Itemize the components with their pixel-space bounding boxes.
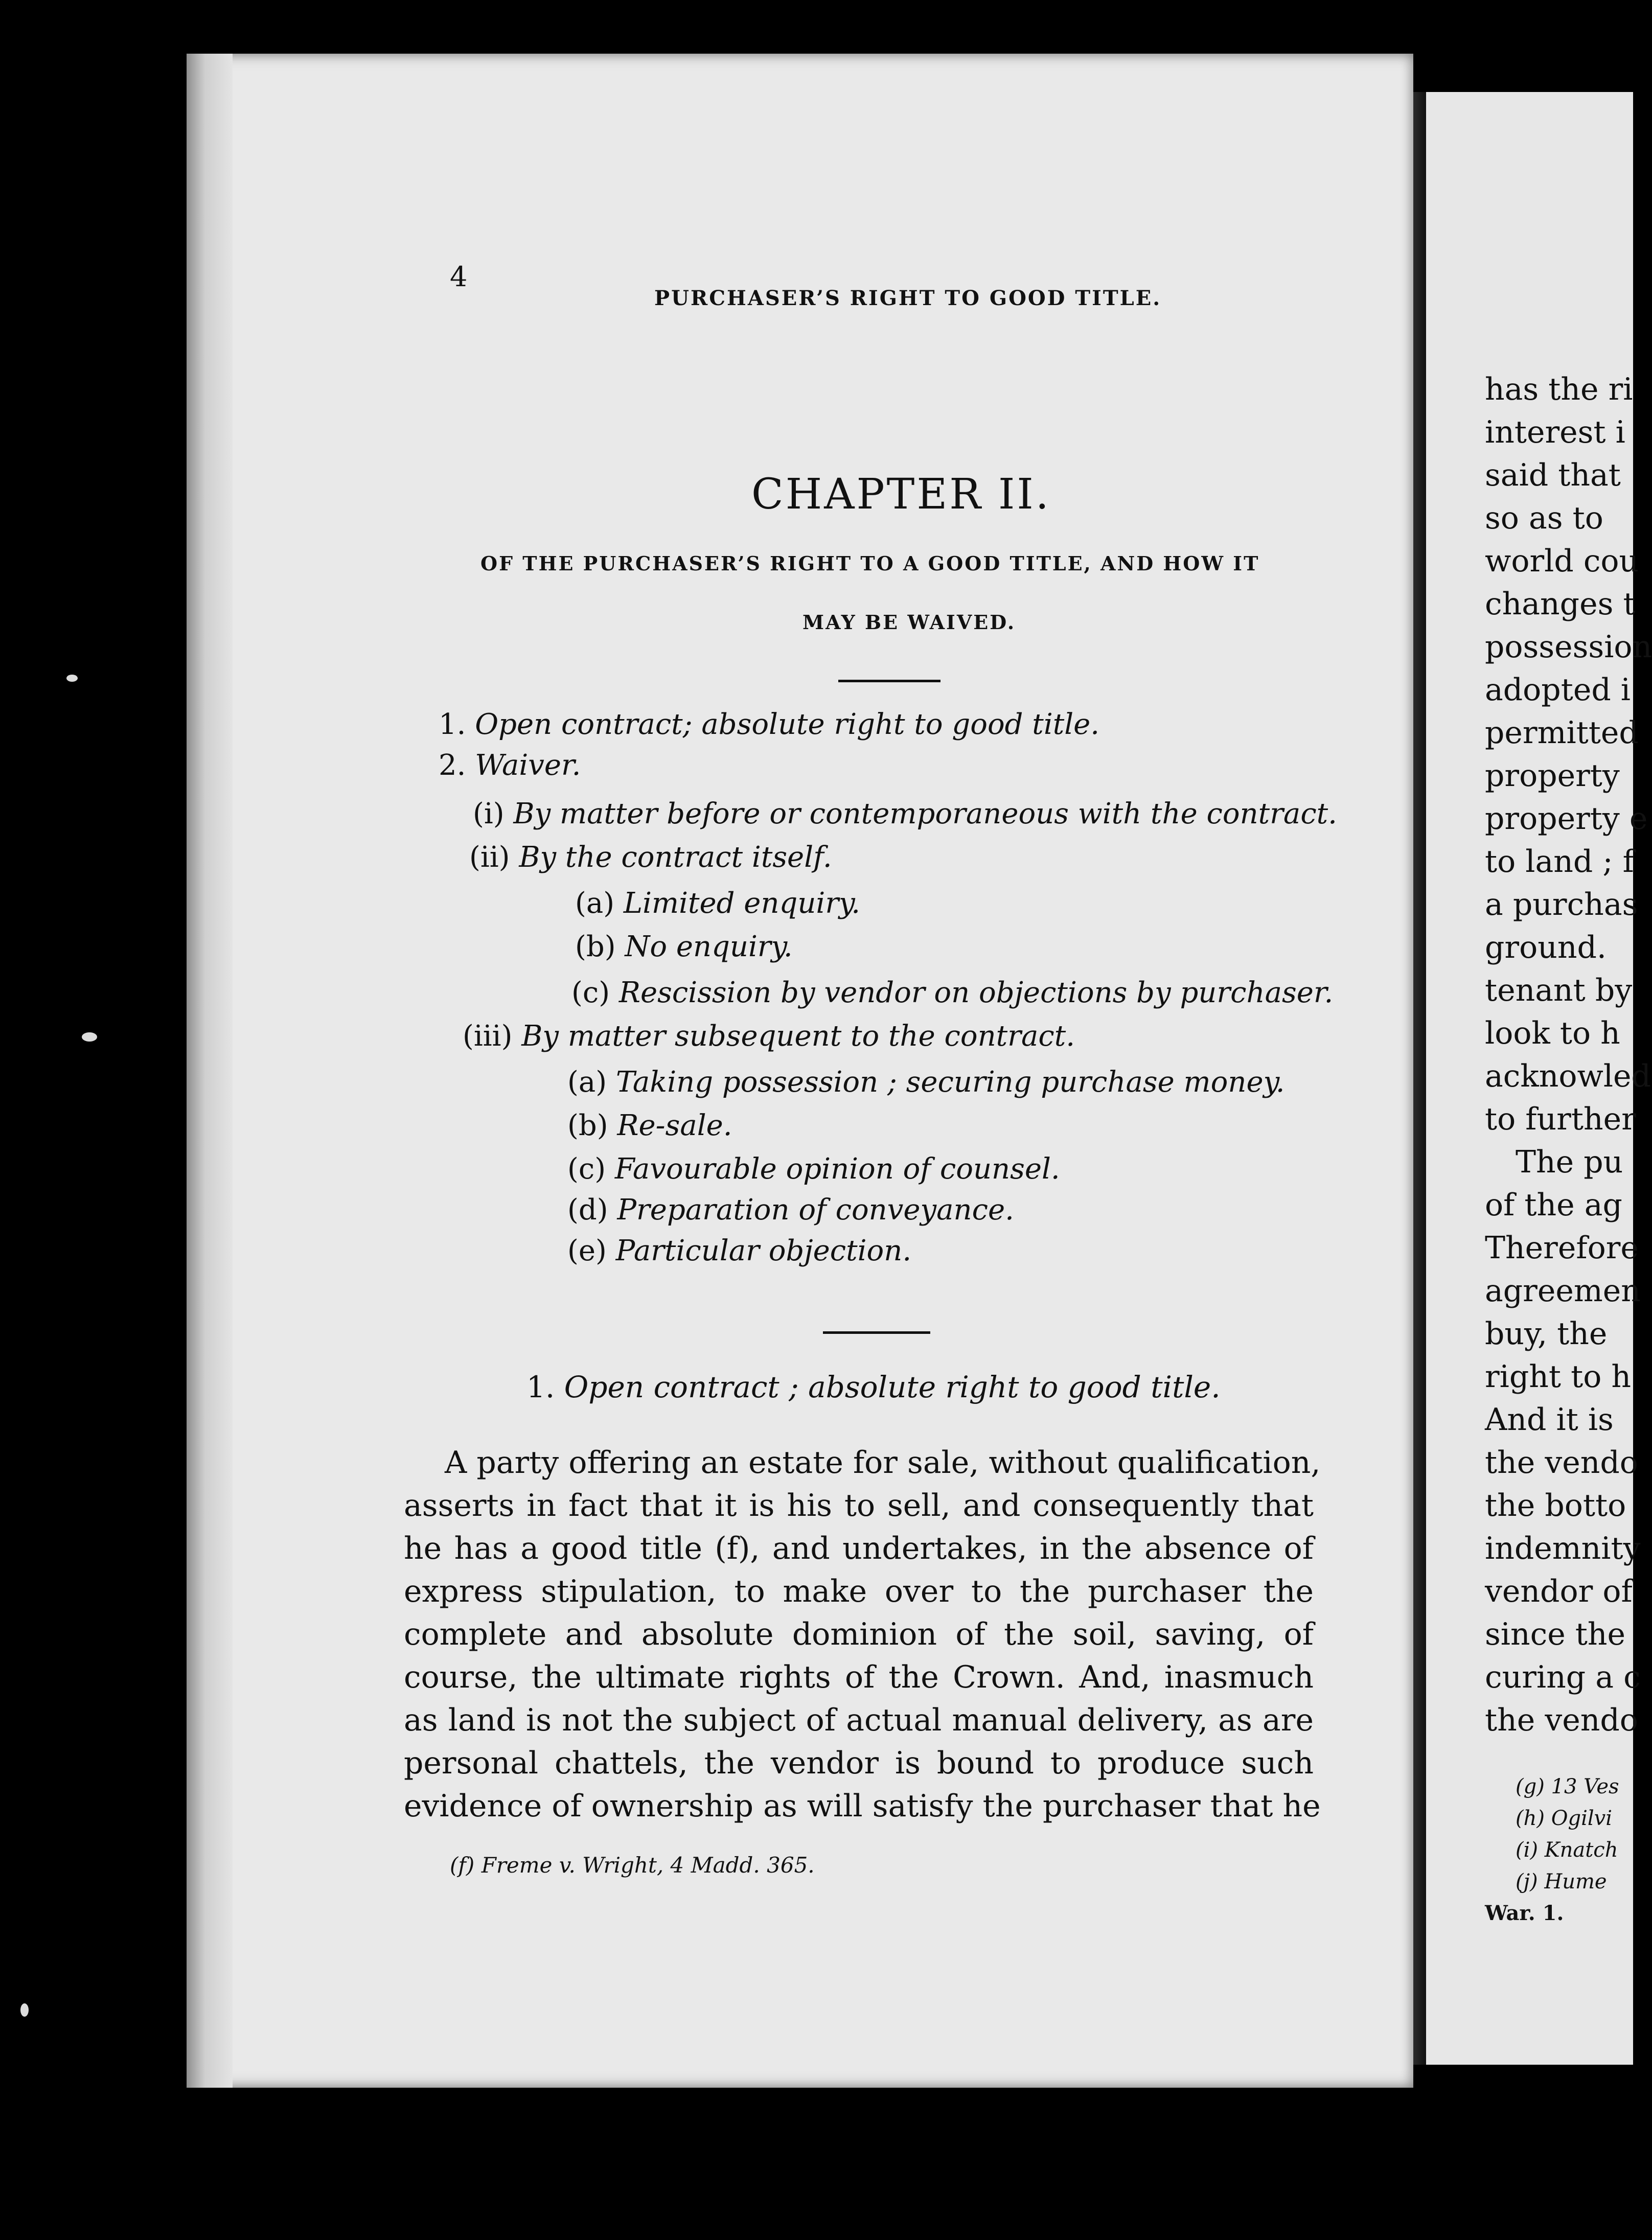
facing-page-text xyxy=(1485,368,1652,1742)
facing-line: so as to xyxy=(1485,500,1603,536)
page-number: 4 xyxy=(450,261,468,293)
outline-item: (a) Limited enquiry. xyxy=(575,887,861,920)
page-edge-shadow xyxy=(187,54,233,2088)
facing-line: buy, the xyxy=(1485,1316,1608,1352)
chapter-title: CHAPTER II. xyxy=(751,470,1051,519)
outline-item: 2. Waiver. xyxy=(439,749,581,782)
body-line: as land is not the subject of actual manual delivery, as are xyxy=(404,1702,1314,1738)
outline-item: 1. Open contract; absolute right to good title. xyxy=(439,708,1100,741)
body-line: asserts in fact that it is his to sell, and consequently that xyxy=(404,1488,1314,1523)
facing-line: adopted i xyxy=(1485,672,1631,708)
facing-line: acknowled xyxy=(1485,1058,1651,1094)
facing-line: the botto xyxy=(1485,1488,1626,1523)
facing-footnote: (g) 13 Ves xyxy=(1516,1775,1619,1798)
facing-line: to land ; f xyxy=(1485,844,1634,880)
section-heading: 1. Open contract ; absolute right to good title. xyxy=(526,1370,1221,1404)
facing-line: of the ag xyxy=(1485,1187,1622,1223)
facing-line: agreemen xyxy=(1485,1273,1641,1309)
facing-line: right to h xyxy=(1485,1359,1632,1395)
facing-line: a purchas xyxy=(1485,887,1638,922)
facing-line: ground. xyxy=(1485,930,1607,965)
facing-footnote: (j) Hume xyxy=(1516,1870,1607,1893)
scan-speck xyxy=(20,2003,29,2017)
facing-line: vendor of xyxy=(1485,1574,1633,1609)
body-line: A party offering an estate for sale, without qualification, xyxy=(445,1445,1321,1481)
chapter-subtitle-line-2: MAY BE WAIVED. xyxy=(802,611,1016,634)
outline-item: (e) Particular objection. xyxy=(567,1234,912,1267)
facing-line: since the xyxy=(1485,1617,1626,1652)
body-line: evidence of ownership as will satisfy the purchaser that he xyxy=(404,1788,1321,1824)
facing-line: tenant by xyxy=(1485,973,1633,1008)
book-gutter xyxy=(1413,92,1426,2065)
outline-item: (b) No enquiry. xyxy=(575,930,793,963)
facing-line: The pu xyxy=(1516,1144,1623,1180)
outline-item: (d) Preparation of conveyance. xyxy=(567,1193,1014,1227)
facing-line: to further xyxy=(1485,1101,1636,1137)
facing-line: property e xyxy=(1485,801,1648,837)
outline-item: (b) Re-sale. xyxy=(567,1109,732,1142)
outline-item: (ii) By the contract itself. xyxy=(469,841,832,874)
divider-rule xyxy=(838,680,940,682)
facing-line: world cou xyxy=(1485,543,1639,579)
facing-line: has the ri xyxy=(1485,372,1633,407)
facing-line: the vendo xyxy=(1485,1445,1638,1481)
facing-footnote: (i) Knatch xyxy=(1516,1838,1618,1862)
divider-rule xyxy=(823,1331,930,1334)
running-head: PURCHASER’S RIGHT TO GOOD TITLE. xyxy=(654,286,1162,310)
body-line: complete and absolute dominion of the soil, saving, of xyxy=(404,1617,1314,1652)
outline-item: (c) Favourable opinion of counsel. xyxy=(567,1152,1060,1186)
outline-item: (iii) By matter subsequent to the contract. xyxy=(463,1020,1075,1053)
facing-footnote: (h) Ogilvi xyxy=(1516,1807,1613,1830)
body-paragraph xyxy=(404,1441,1321,1828)
facing-line: property xyxy=(1485,758,1620,794)
facing-line: said that xyxy=(1485,457,1621,493)
chapter-subtitle-line-1: OF THE PURCHASER’S RIGHT TO A GOOD TITLE, AND HOW IT xyxy=(480,552,1260,575)
outline-item: (c) Rescission by vendor on objections by purchaser. xyxy=(571,976,1334,1009)
facing-line: look to h xyxy=(1485,1015,1620,1051)
facing-line: curing a c xyxy=(1485,1659,1641,1695)
facing-line: permitted xyxy=(1485,715,1639,751)
scan-speck xyxy=(66,675,78,682)
body-line: express stipulation, to make over to the purchaser the xyxy=(404,1574,1314,1609)
body-line: course, the ultimate rights of the Crown. And, inasmuch xyxy=(404,1659,1314,1695)
facing-line: Therefore xyxy=(1485,1230,1639,1266)
facing-line: interest i xyxy=(1485,414,1625,450)
facing-footnote-continuation: War. 1. xyxy=(1485,1901,1564,1925)
facing-line: And it is xyxy=(1485,1402,1614,1438)
scan-speck xyxy=(82,1032,97,1042)
outline-item: (i) By matter before or contemporaneous with the contract. xyxy=(473,797,1337,830)
facing-line: possession xyxy=(1485,629,1652,665)
body-line: he has a good title (f), and undertakes, in the absence of xyxy=(404,1531,1314,1566)
body-line: personal chattels, the vendor is bound to produce such xyxy=(404,1745,1314,1781)
facing-line: changes t xyxy=(1485,586,1636,622)
outline-item: (a) Taking possession ; securing purchase money. xyxy=(567,1066,1285,1099)
facing-line: indemnity xyxy=(1485,1531,1641,1566)
facing-footnotes xyxy=(1485,1771,1619,1929)
facing-line: the vendo xyxy=(1485,1702,1638,1738)
footnote: (f) Freme v. Wright, 4 Madd. 365. xyxy=(450,1853,815,1878)
